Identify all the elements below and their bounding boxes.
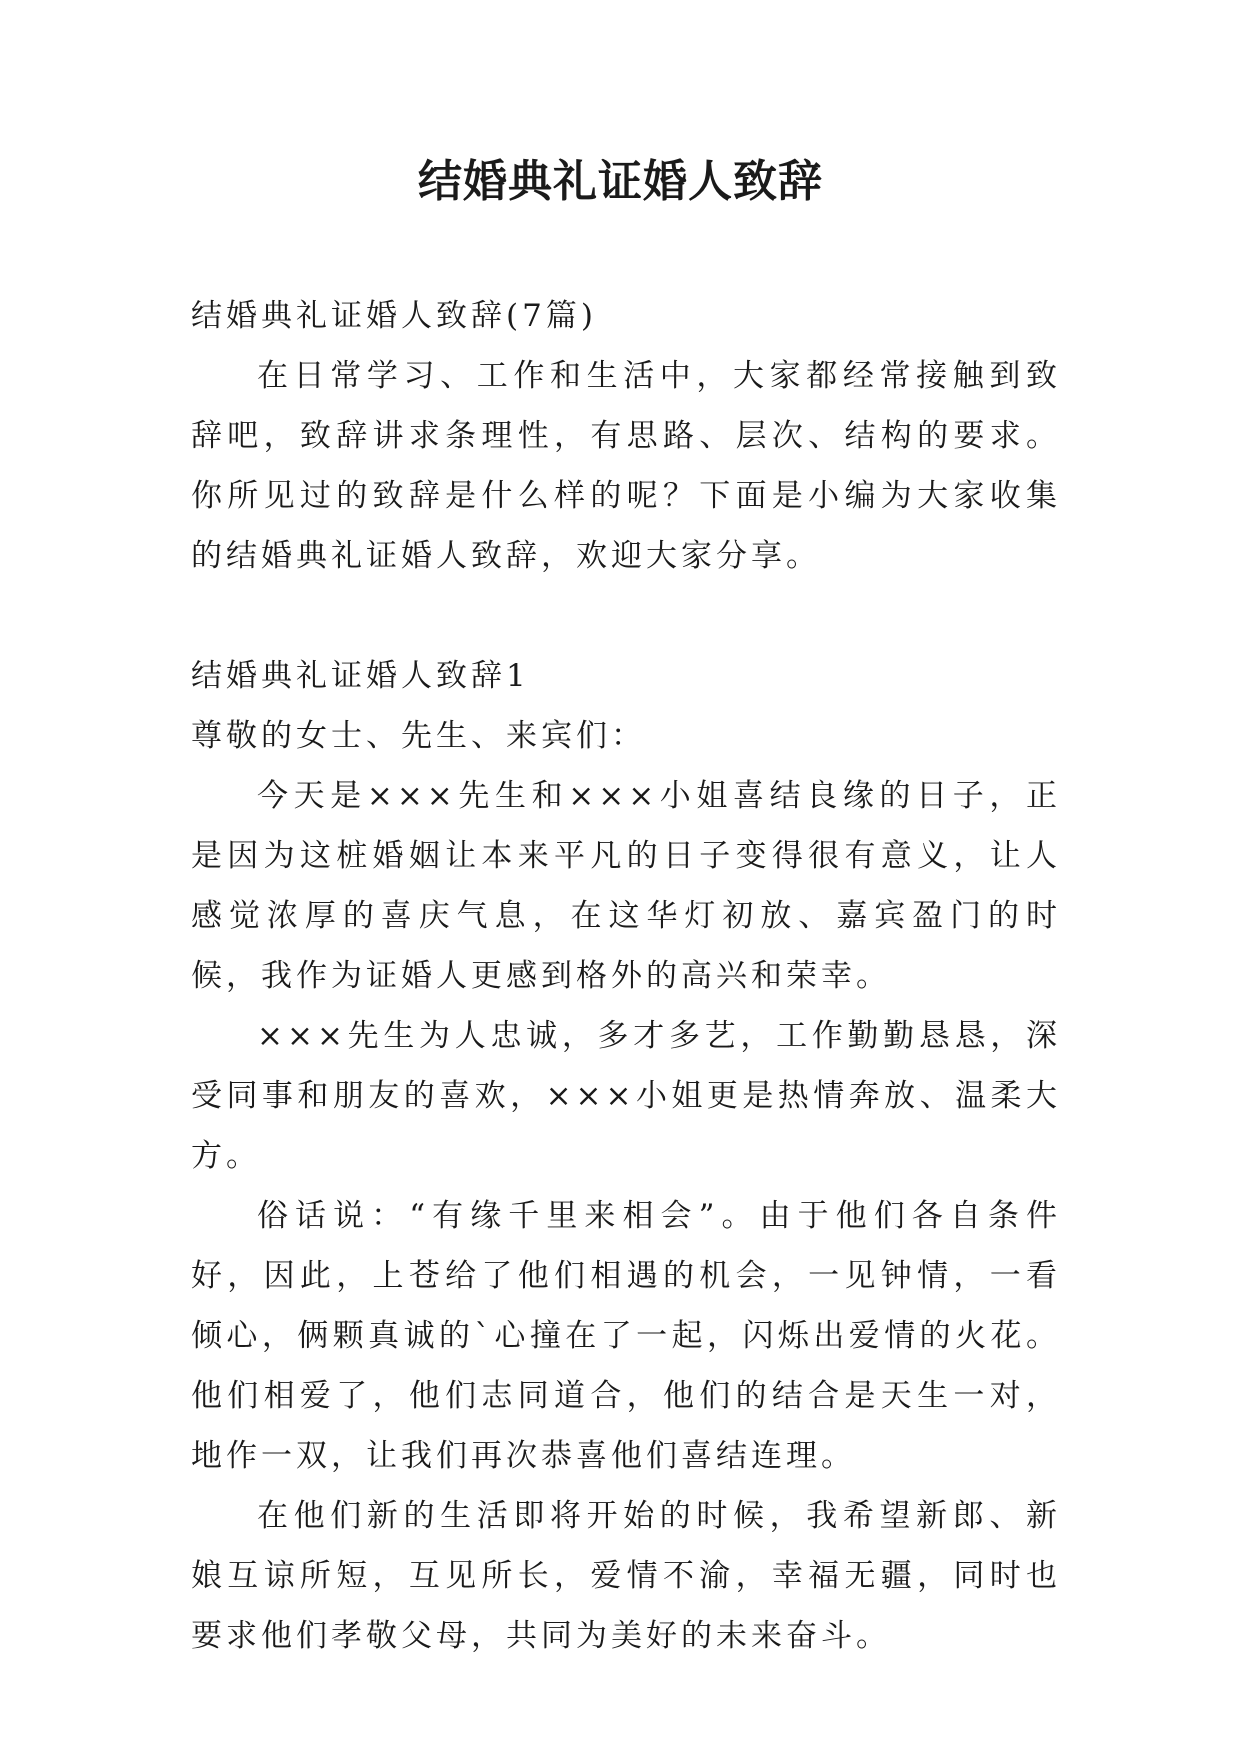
- speech-paragraph: 今天是×××先生和×××小姐喜结良缘的日子，正是因为这桩婚姻让本来平凡的日子变得很有意义，让人感觉浓厚的喜庆气息，在这华灯初放、嘉宾盈门的时候，我作为证婚人更感到格外的高兴和荣幸。: [191, 778, 1061, 994]
- document-body: [191, 286, 1061, 1666]
- speech-paragraph: ×××先生为人忠诚，多才多艺，工作勤勤恳恳，深受同事和朋友的喜欢，×××小姐更是热情奔放、温柔大方。: [191, 1018, 1061, 1174]
- page-title: 结婚典礼证婚人致辞: [418, 156, 823, 207]
- section-heading: 结婚典礼证婚人致辞1: [191, 658, 530, 694]
- section-gap: [191, 586, 1061, 646]
- speech-paragraph: 俗话说：“有缘千里来相会”。由于他们各自条件好，因此，上苍给了他们相遇的机会，一见钟情，一看倾心，俩颗真诚的`心撞在了一起，闪烁出爱情的火花。他们相爱了，他们志同道合，他们的结合是天生一对，地作一双，让我们再次恭喜他们喜结连理。: [191, 1198, 1061, 1474]
- salutation: 尊敬的女士、先生、来宾们：: [191, 718, 646, 754]
- document-subtitle: 结婚典礼证婚人致辞(7篇): [191, 298, 597, 334]
- speech-paragraph: 在他们新的生活即将开始的时候，我希望新郎、新娘互谅所短，互见所长，爱情不渝，幸福无疆，同时也要求他们孝敬父母，共同为美好的未来奋斗。: [191, 1498, 1061, 1654]
- intro-paragraph: 在日常学习、工作和生活中，大家都经常接触到致辞吧，致辞讲求条理性，有思路、层次、结构的要求。你所见过的致辞是什么样的呢？下面是小编为大家收集的结婚典礼证婚人致辞，欢迎大家分享。: [191, 358, 1061, 574]
